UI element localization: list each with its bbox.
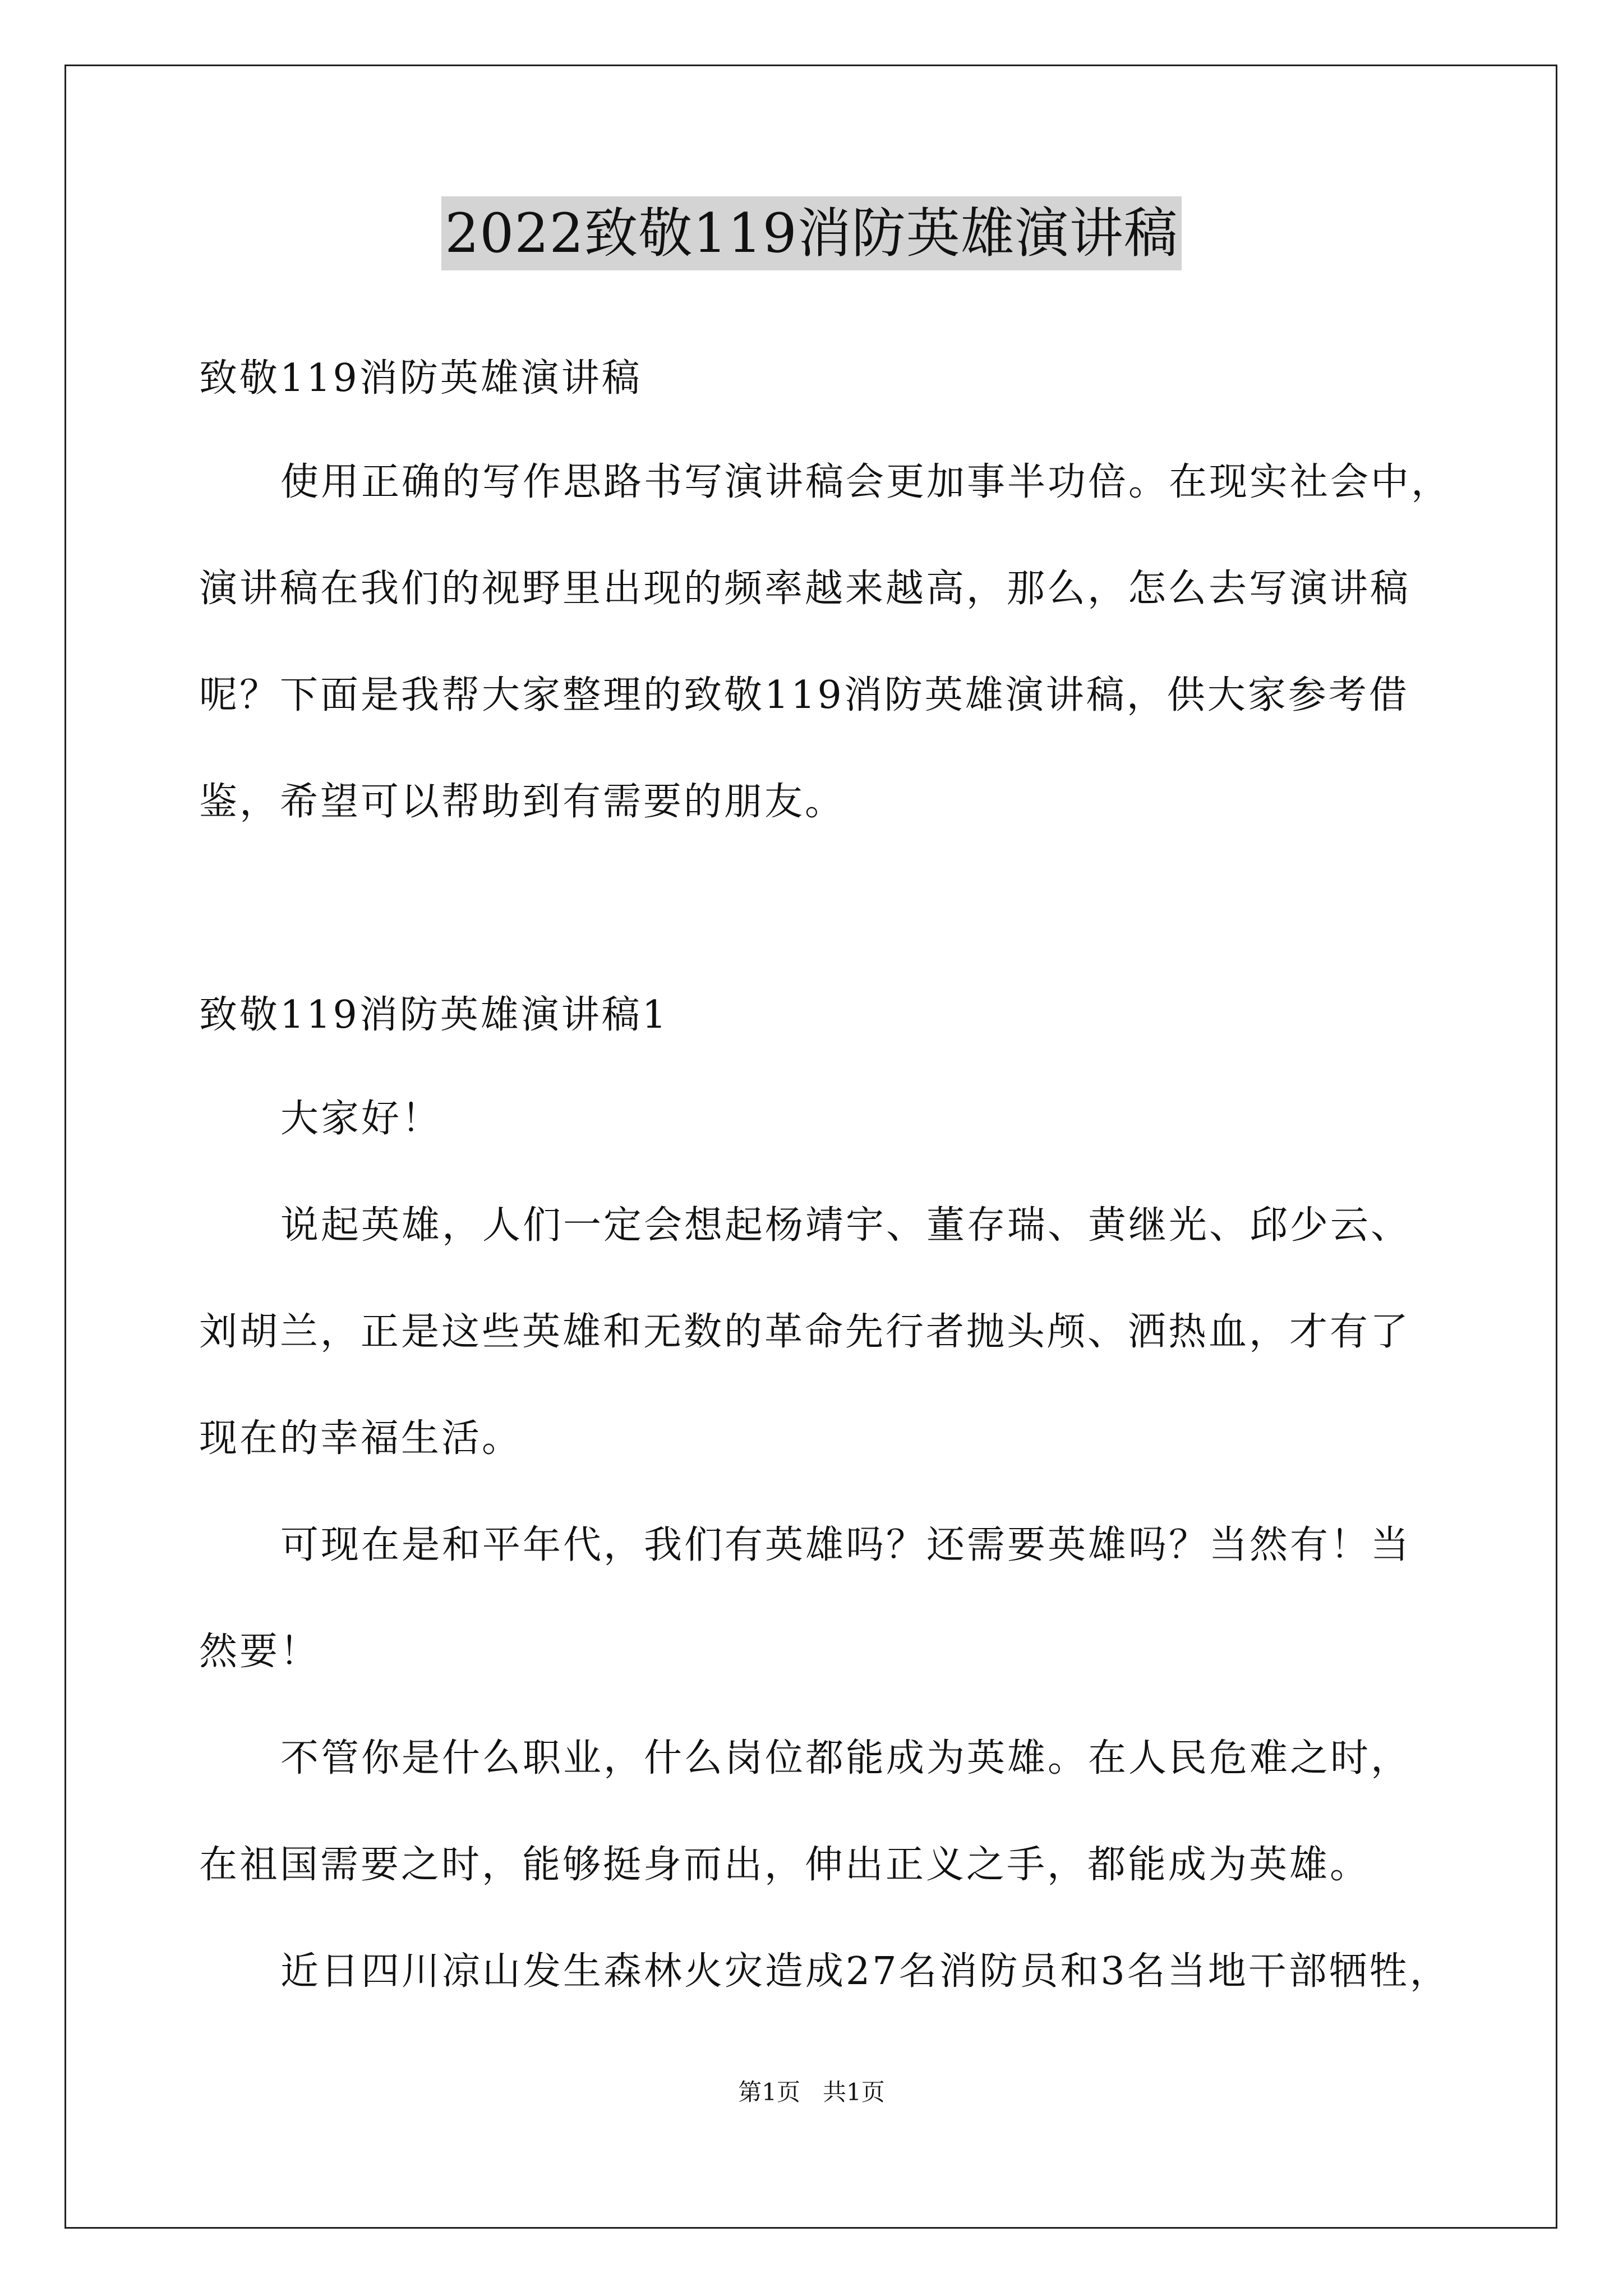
intro-line: 演讲稿在我们的视野里出现的频率越来越高，那么，怎么去写演讲稿	[199, 567, 1411, 611]
paragraph-line: 不管你是什么职业，什么岗位都能成为英雄。在人民危难之时，	[280, 1736, 1412, 1780]
paragraph-line: 近日四川凉山发生森林火灾造成27名消防员和3名当地干部牺牲，	[280, 1949, 1450, 1994]
intro-line: 使用正确的写作思路书写演讲稿会更加事半功倍。在现实社会中，	[280, 460, 1452, 504]
document-title: 2022致敬119消防英雄演讲稿	[441, 196, 1182, 270]
page-footer: 第1页 共1页	[738, 2078, 885, 2106]
paragraph-line: 现在的幸福生活。	[199, 1416, 523, 1461]
title-container	[0, 196, 1623, 270]
paragraph-line: 刘胡兰，正是这些英雄和无数的革命先行者抛头颅、洒热血，才有了	[199, 1310, 1411, 1354]
intro-line: 呢？下面是我帮大家整理的致敬119消防英雄演讲稿，供大家参考借	[199, 673, 1409, 717]
intro-line: 鉴，希望可以帮助到有需要的朋友。	[199, 780, 846, 824]
subtitle: 致敬119消防英雄演讲稿	[199, 356, 642, 401]
section-heading: 致敬119消防英雄演讲稿1	[199, 993, 669, 1037]
paragraph-line: 说起英雄，人们一定会想起杨靖宇、董存瑞、黄继光、邱少云、	[280, 1203, 1412, 1248]
paragraph-line: 可现在是和平年代，我们有英雄吗？还需要英雄吗？当然有！当	[280, 1523, 1412, 1567]
paragraph-line: 在祖国需要之时，能够挺身而出，伸出正义之手，都能成为英雄。	[199, 1843, 1371, 1887]
greeting: 大家好！	[280, 1097, 442, 1141]
paragraph-line: 然要！	[199, 1630, 321, 1674]
